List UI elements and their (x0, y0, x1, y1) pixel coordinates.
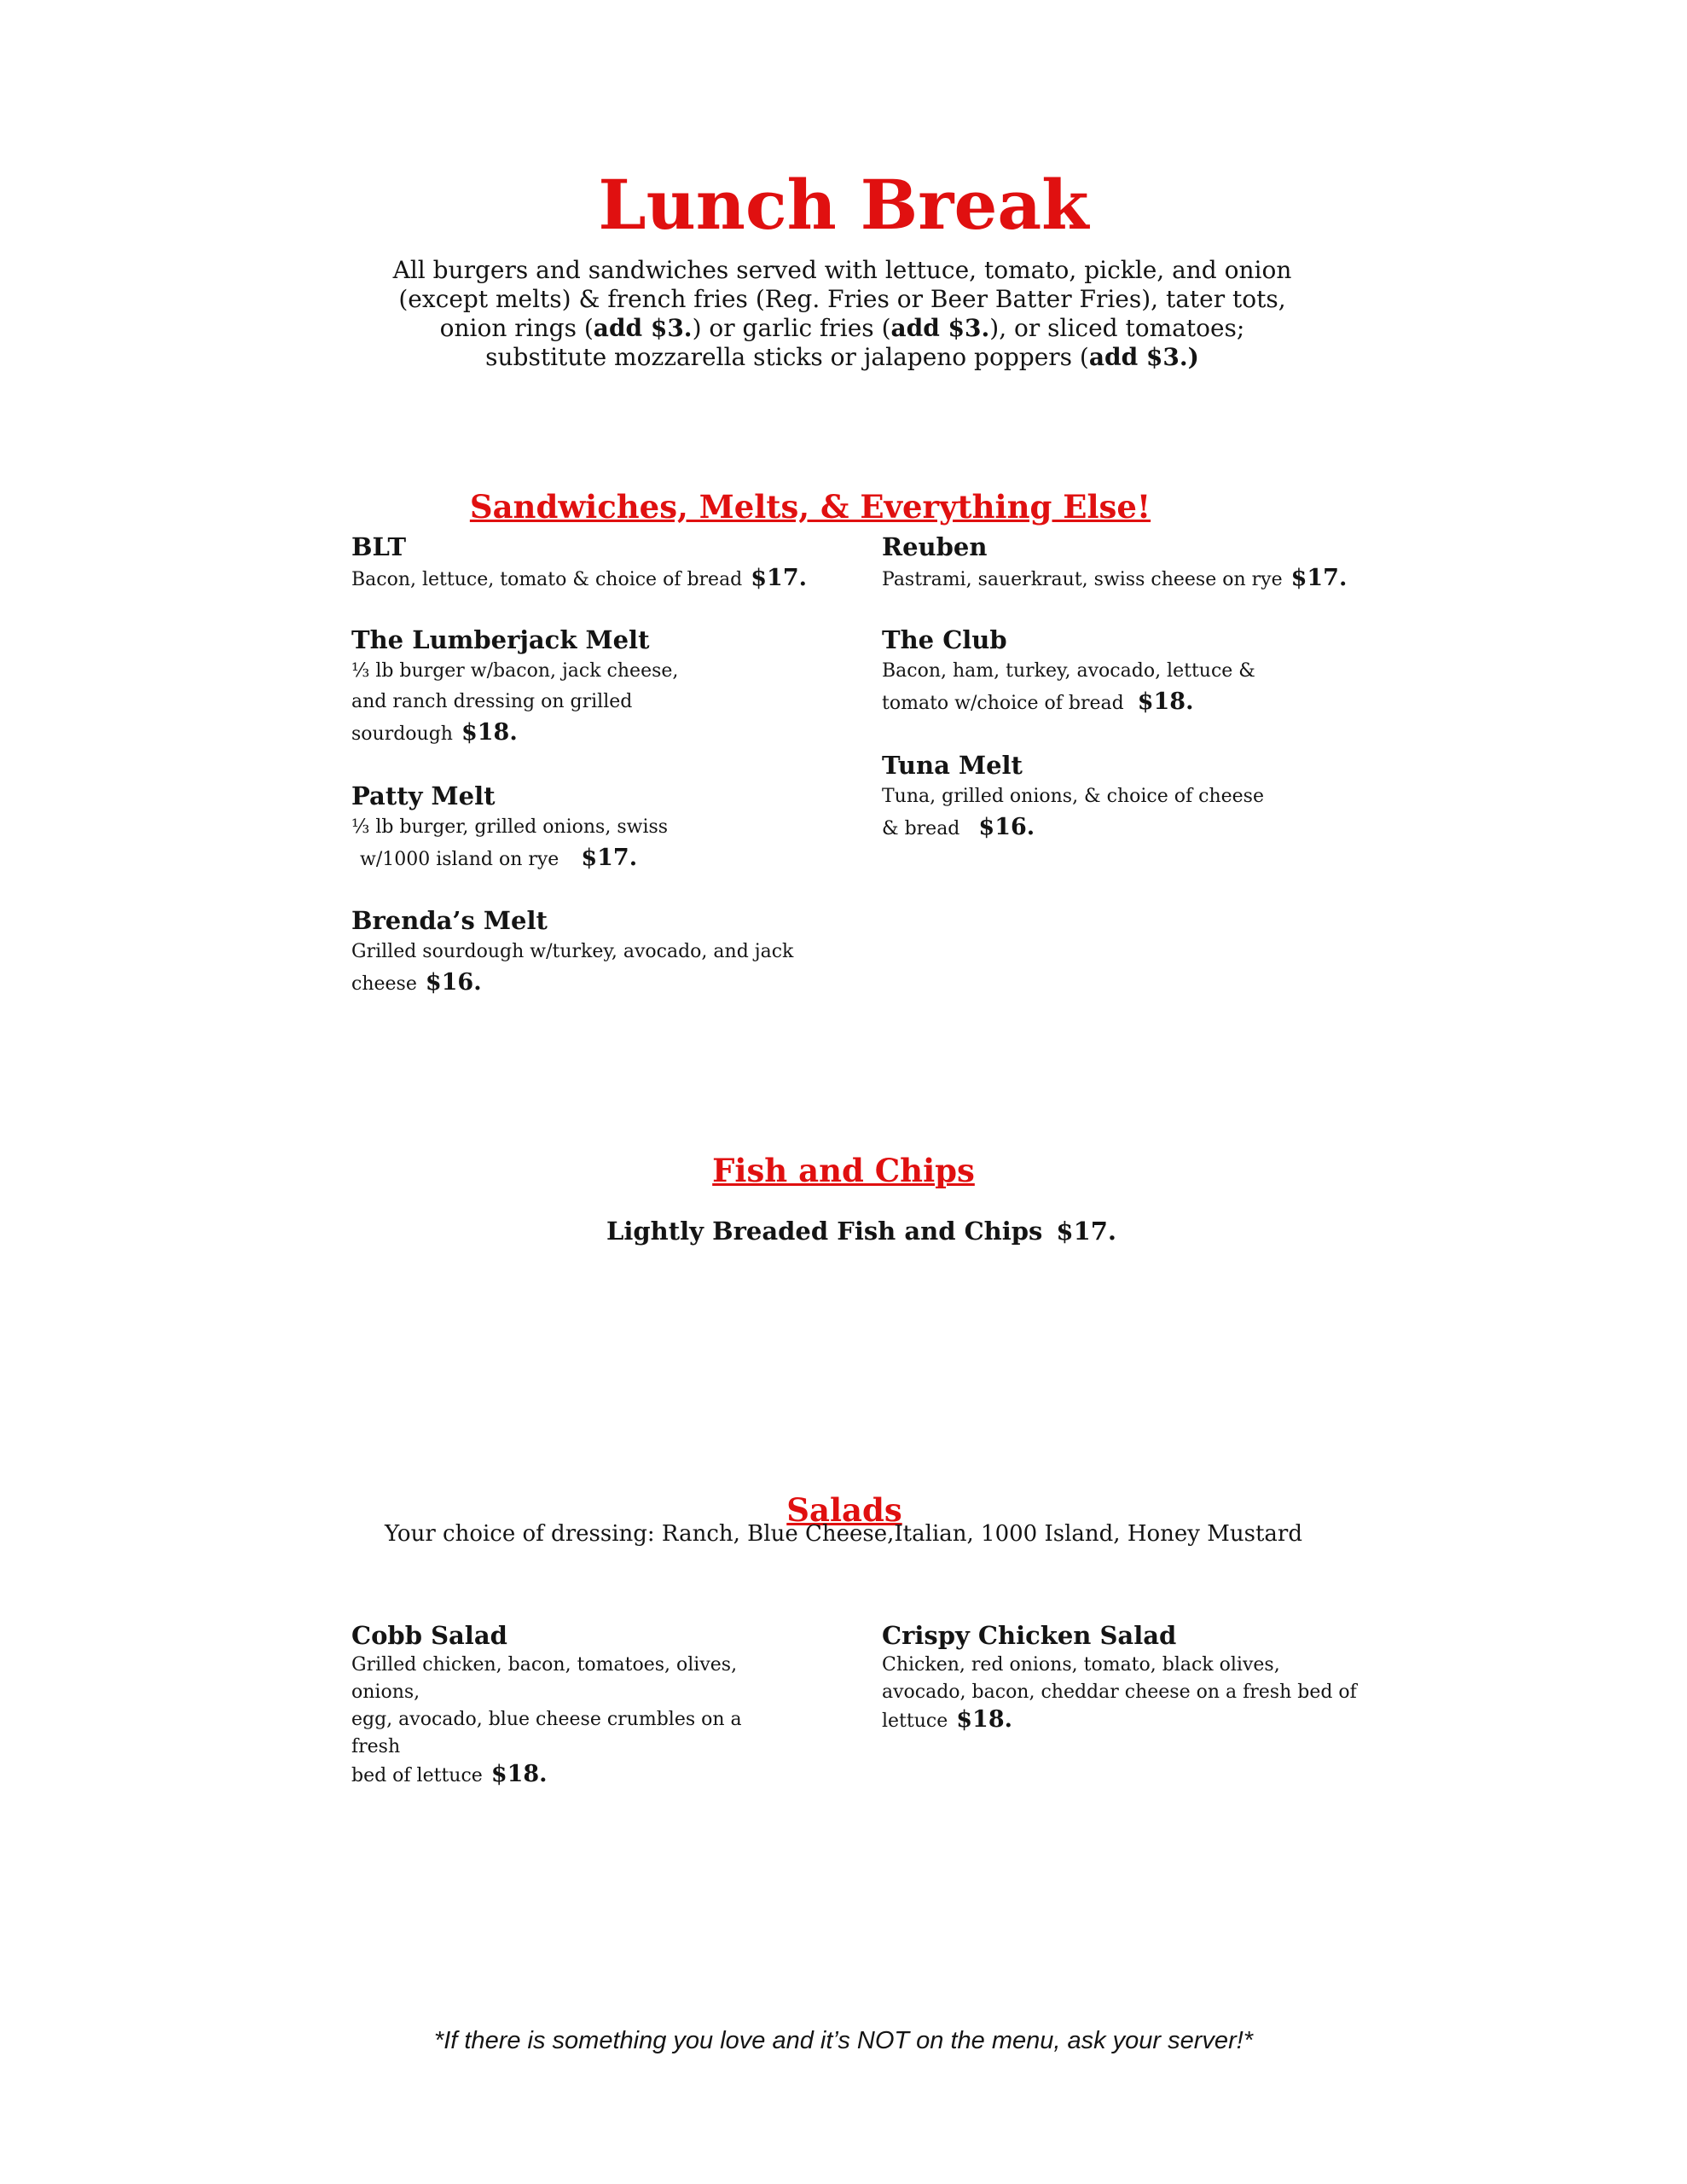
item-description (882, 781, 1394, 845)
item-price: $18. (490, 1761, 548, 1787)
item-desc-line: & bread (882, 818, 960, 839)
menu-item (351, 1619, 795, 1790)
item-name: The Club (882, 625, 1007, 654)
footer-note: *If there is something you love and it’s NOT on the menu, ask your server!* (433, 2027, 1254, 2054)
intro-add-price-2: add $3. (890, 314, 990, 342)
item-name: Patty Melt (351, 781, 496, 810)
item-desc-line: Grilled chicken, bacon, tomatoes, olives, onions, (351, 1654, 738, 1703)
item-desc-line: egg, avocado, blue cheese crumbles on a fresh (351, 1709, 742, 1757)
menu-item (351, 780, 829, 875)
item-desc-text: Grilled sourdough w/turkey, avocado, and jack cheese (351, 941, 794, 995)
item-price: $17. (581, 845, 638, 871)
section-title-salads: Salads (786, 1491, 902, 1529)
item-price: $18. (461, 719, 518, 746)
section-title-fish: Fish and Chips (712, 1152, 975, 1189)
item-name: Tuna Melt (882, 751, 1023, 780)
menu-item (351, 531, 829, 595)
item-desc-line: ⅓ lb burger, grilled onions, swiss (351, 816, 669, 838)
intro-part-1: All burgers and sandwiches served with lettuce, tomato, pickle, and onion (except melts) & french fries (Reg. Fries or Beer Batter Fries), tater tots, onion rings ( (392, 256, 1292, 342)
item-description (351, 812, 829, 875)
item-desc-line: ⅓ lb burger w/bacon, jack cheese, (351, 660, 679, 682)
item-desc-line: avocado, bacon, cheddar cheese on a fresh bed of (882, 1682, 1357, 1703)
item-desc-line: tomato w/choice of bread (882, 693, 1124, 714)
menu-item (351, 904, 897, 1000)
item-price: $16. (978, 814, 1035, 840)
item-description (882, 1652, 1359, 1735)
menu-item (882, 749, 1394, 845)
item-desc-line: sourdough (351, 723, 453, 745)
item-description (882, 563, 1394, 595)
item-price: $17. (1290, 565, 1348, 591)
item-desc-line: lettuce (882, 1711, 948, 1732)
item-name: BLT (351, 532, 407, 561)
item-name: Crispy Chicken Salad (882, 1621, 1177, 1650)
item-price: $17. (1056, 1217, 1117, 1246)
menu-item (882, 624, 1394, 719)
item-desc-line: Chicken, red onions, tomato, black olives, (882, 1654, 1280, 1676)
item-desc-line: Bacon, ham, turkey, avocado, lettuce & (882, 660, 1255, 682)
item-desc-line: Tuna, grilled onions, & choice of cheese (882, 786, 1264, 807)
item-price: $16. (425, 969, 482, 996)
dressing-note: Your choice of dressing: Ranch, Blue Cheese,Italian, 1000 Island, Honey Mustard (385, 1521, 1302, 1547)
item-description (351, 937, 897, 1000)
item-description (351, 563, 829, 595)
item-price: $18. (1137, 688, 1194, 715)
item-desc-line: bed of lettuce (351, 1765, 483, 1786)
item-desc-text: Bacon, lettuce, tomato & choice of bread (351, 569, 743, 590)
item-price: $17. (751, 565, 808, 591)
item-description (351, 1652, 795, 1790)
menu-item (882, 1619, 1359, 1735)
item-desc-text: Pastrami, sauerkraut, swiss cheese on rye (882, 569, 1283, 590)
intro-add-price-3: add $3.) (1088, 343, 1199, 371)
item-price: $18. (956, 1706, 1013, 1733)
menu-item (351, 624, 829, 750)
intro-part-3: ), or sliced tomatoes; substitute mozzarella sticks or jalapeno poppers ( (485, 314, 1245, 371)
menu-item (882, 531, 1394, 595)
intro-add-price-1: add $3. (593, 314, 693, 342)
item-name: Lightly Breaded Fish and Chips (606, 1217, 1043, 1246)
item-desc-line: w/1000 island on rye (360, 849, 559, 870)
item-name: The Lumberjack Melt (351, 625, 650, 654)
item-name: Cobb Salad (351, 1621, 507, 1650)
item-description (351, 656, 829, 750)
item-name: Reuben (882, 532, 988, 561)
item-description (882, 656, 1394, 719)
item-desc-line: and ranch dressing on grilled (351, 691, 633, 712)
section-title-sandwiches: Sandwiches, Melts, & Everything Else! (469, 488, 1151, 526)
menu-title: Lunch Break (598, 165, 1089, 245)
intro-text (388, 256, 1296, 372)
intro-part-2: ) or garlic fries ( (692, 314, 891, 342)
item-name: Brenda’s Melt (351, 906, 548, 935)
fish-item (0, 1217, 1687, 1246)
